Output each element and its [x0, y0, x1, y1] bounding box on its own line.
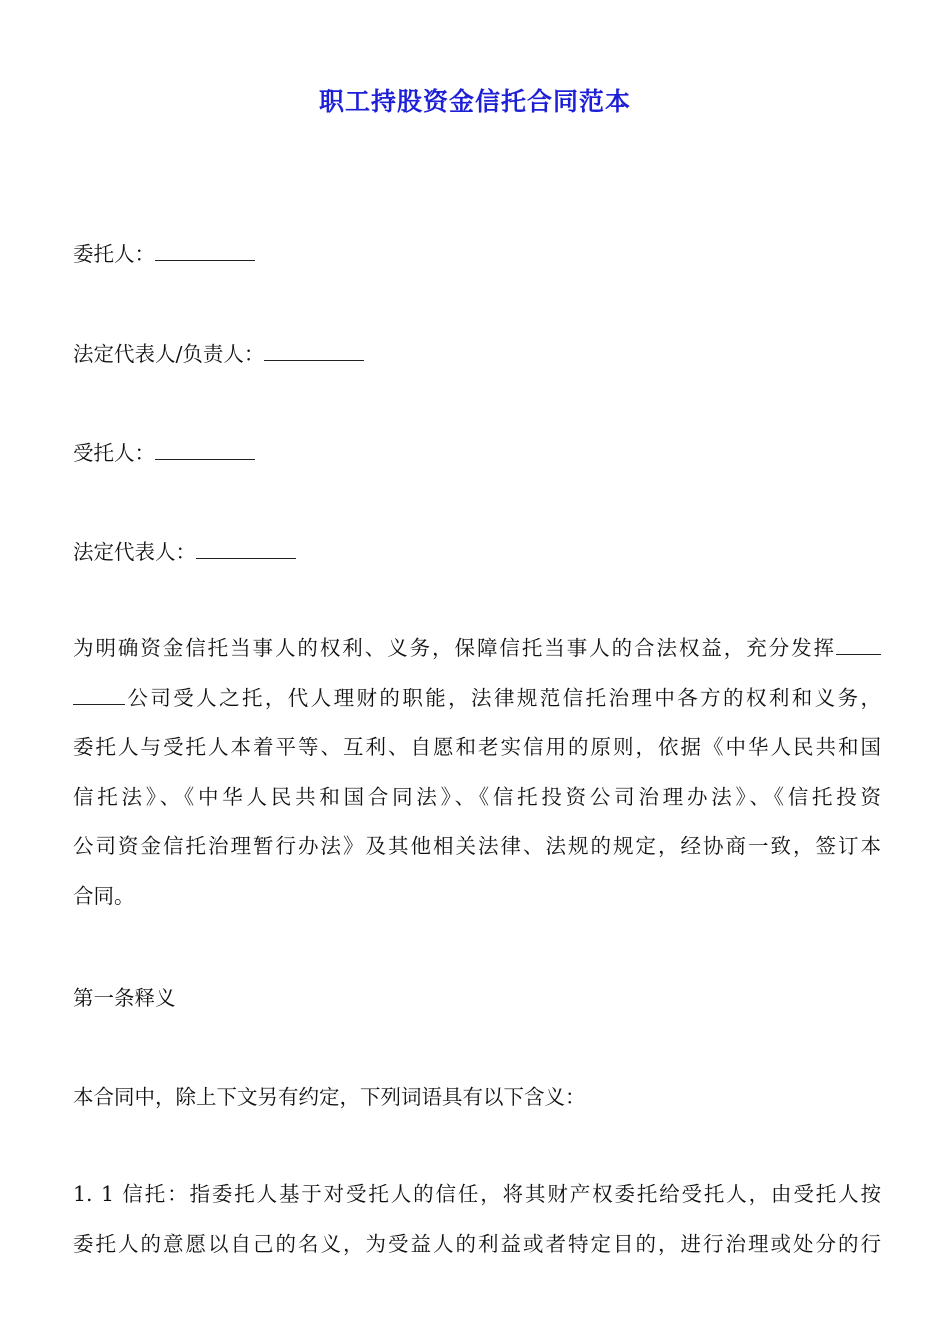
article-1-heading: 第一条释义: [73, 986, 176, 1010]
trustor-representative-field: [73, 339, 883, 369]
preamble-line-4: 信托法》、《中华人民共和国合同法》、《信托投资公司治理办法》、《信托投资: [73, 784, 881, 809]
document-title: 职工持股资金信托合同范本: [318, 87, 631, 116]
preamble-line-5: 公司资金信托治理暂行办法》及其他相关法律、法规的规定，经协商一致，签订本: [73, 834, 881, 858]
clause-1-1-line-1: 1. 1 信托：指委托人基于对受托人的信任，将其财产权委托给受托人，由受托人按: [73, 1182, 881, 1206]
preamble-line-6: 合同。: [73, 883, 135, 908]
preamble-paragraph: [73, 624, 881, 921]
article-1-intro: 本合同中，除上下文另有约定，下列词语具有以下含义：: [73, 1085, 586, 1109]
clause-1-1: [73, 1170, 881, 1269]
trustor-representative-blank: [264, 340, 364, 361]
trustee-representative-label: 法定代表人：: [73, 540, 196, 564]
preamble-line-1: 为明确资金信托当事人的权利、义务，保障信托当事人的合法权益，充分发挥: [73, 624, 881, 674]
trustor-blank: [155, 240, 255, 261]
trustor-field: [73, 239, 883, 269]
trustee-representative-blank: [196, 538, 296, 559]
preamble-line-2: 公司受人之托，代人理财的职能，法律规范信托治理中各方的权利和义务，: [73, 674, 881, 724]
trustee-field: [73, 438, 883, 468]
trustee-representative-field: [73, 537, 883, 567]
trustee-blank: [155, 439, 255, 460]
company-blank-end: [73, 684, 125, 705]
clause-1-1-line-2: 委托人的意愿以自己的名义，为受益人的利益或者特定目的，进行治理或处分的行: [73, 1231, 881, 1256]
trustor-label: 委托人：: [73, 242, 155, 266]
company-blank-start: [836, 634, 881, 655]
preamble-line-3: 委托人与受托人本着平等、互利、自愿和老实信用的原则，依据《中华人民共和国: [73, 735, 881, 759]
trustee-label: 受托人：: [73, 441, 155, 465]
trustor-representative-label: 法定代表人/负责人：: [73, 342, 265, 366]
